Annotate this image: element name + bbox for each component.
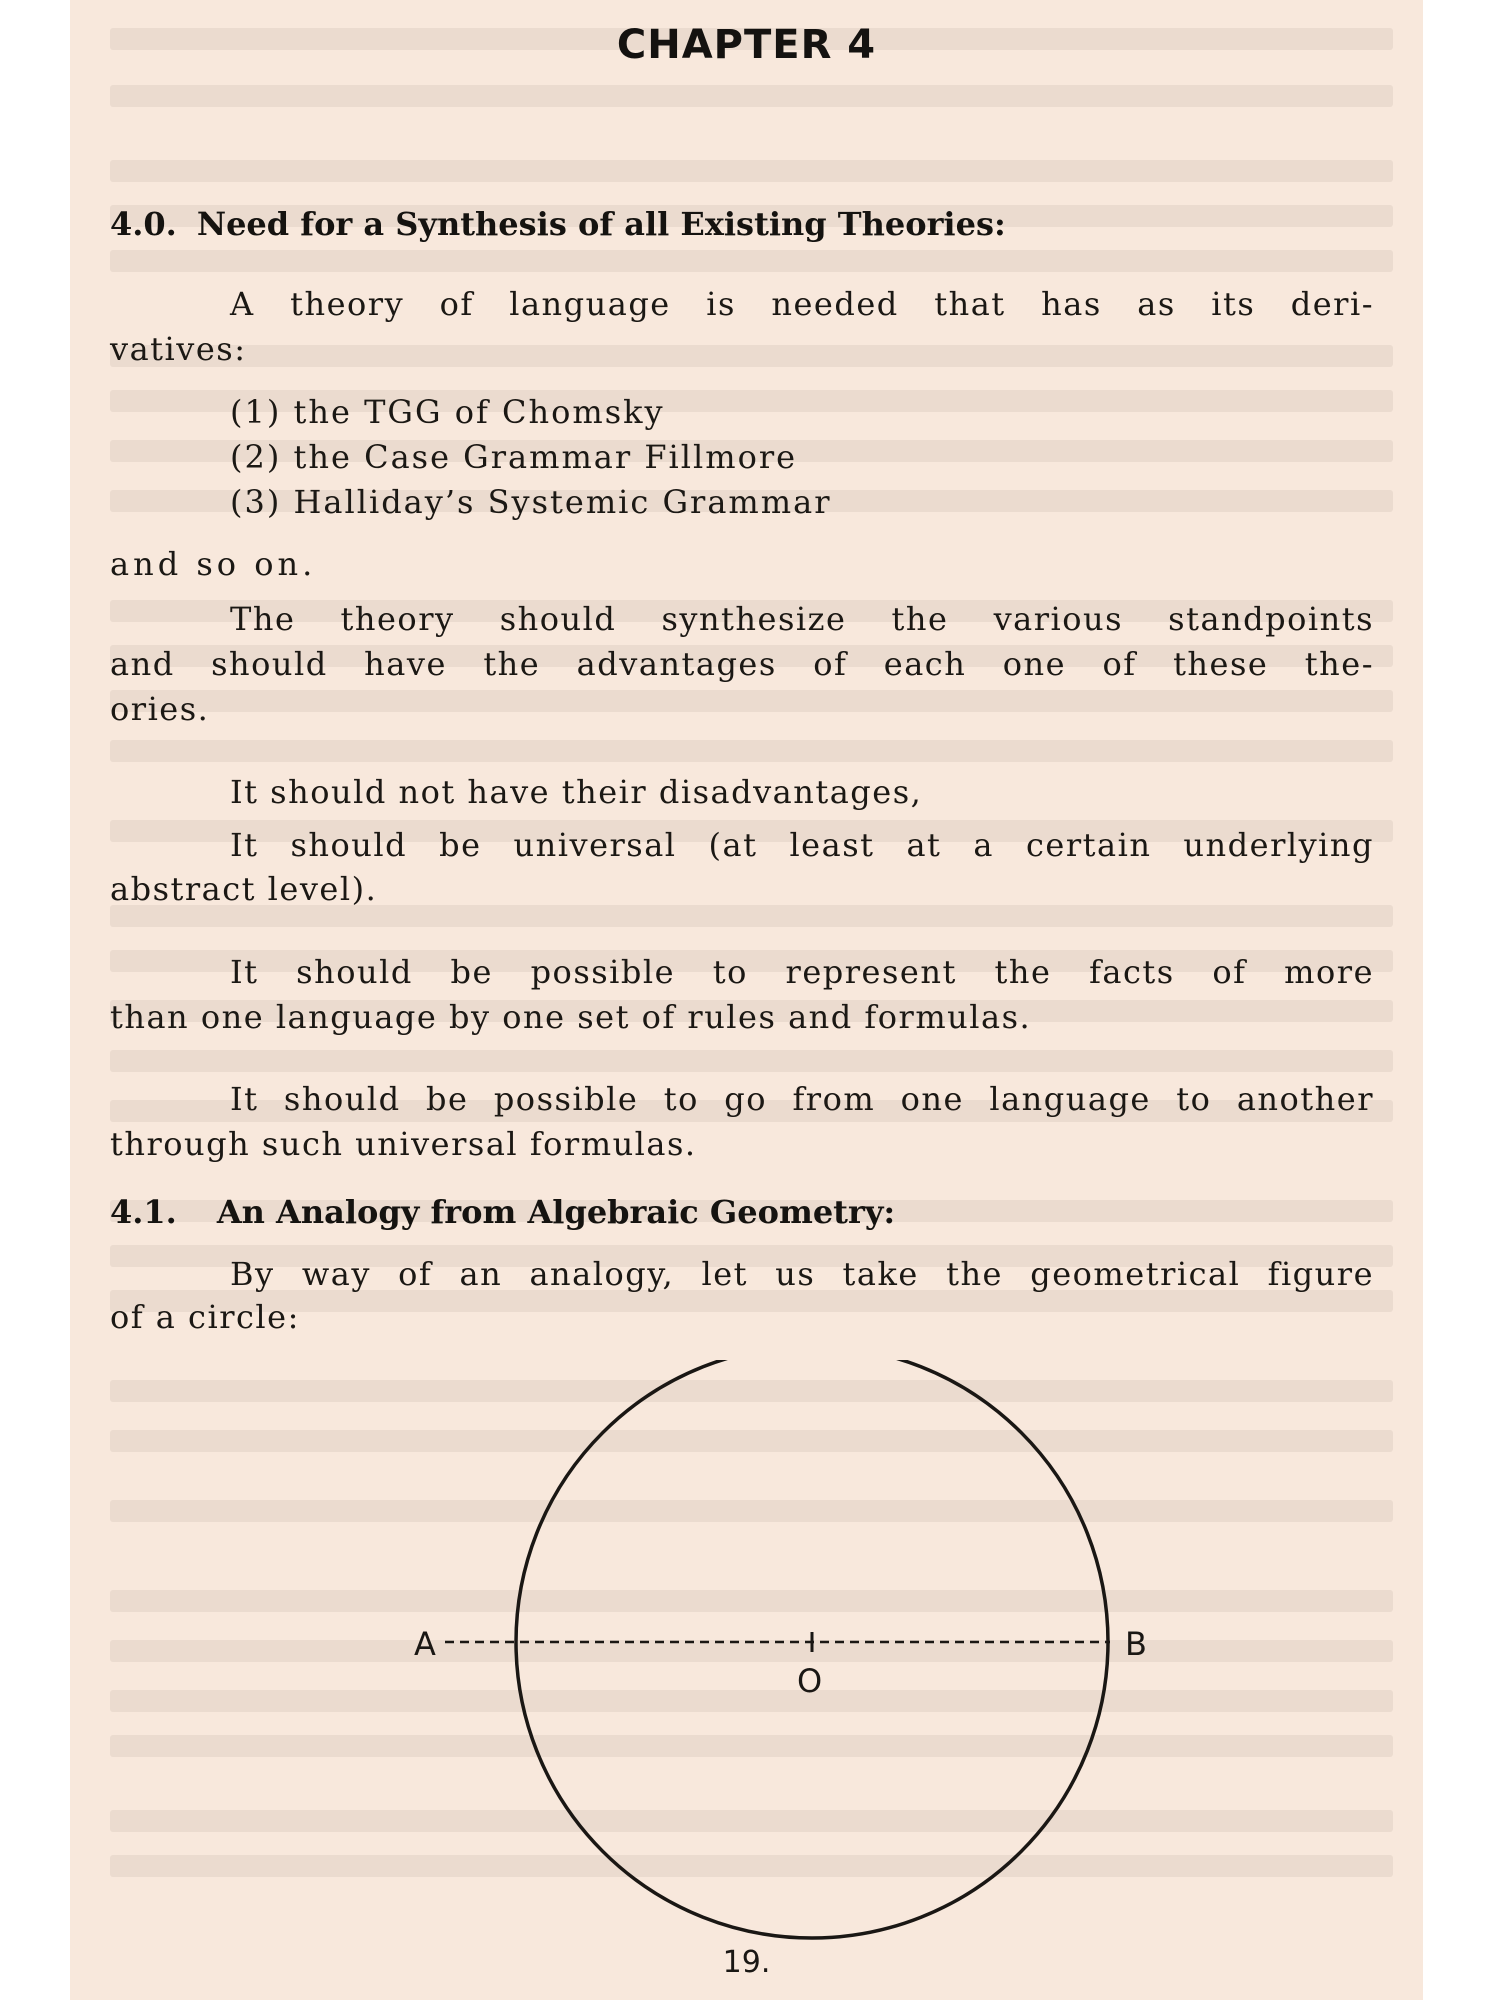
center-o-label: O bbox=[797, 1662, 823, 1700]
paragraph-line: It should not have their disadvantages, bbox=[230, 773, 923, 811]
paragraph-line: through such universal formulas. bbox=[110, 1125, 697, 1163]
point-b-label: B bbox=[1125, 1625, 1147, 1663]
section-heading-4-0 bbox=[110, 205, 1006, 243]
section-title: An Analogy from Algebraic Geometry: bbox=[216, 1193, 896, 1231]
list-item: (3) Halliday’s Systemic Grammar bbox=[230, 483, 832, 521]
section-number: 4.0. bbox=[110, 205, 177, 243]
paragraph-line: By way of an analogy, let us take the geometrical figure bbox=[230, 1255, 1374, 1293]
paragraph-line: ories. bbox=[110, 690, 210, 728]
list-item: (1) the TGG of Chomsky bbox=[230, 393, 665, 431]
paragraph-line: of a circle: bbox=[110, 1298, 300, 1336]
paragraph-line: A theory of language is needed that has as its deri- bbox=[230, 285, 1374, 323]
paragraph-line: The theory should synthesize the various standpoints bbox=[230, 600, 1374, 638]
paragraph-line: It should be universal (at least at a certain underlying bbox=[230, 826, 1374, 864]
page-number: 19. bbox=[722, 1945, 771, 1980]
paragraph-line: vatives: bbox=[110, 330, 247, 368]
circle-figure bbox=[70, 1360, 1423, 1940]
list-item: (2) the Case Grammar Fillmore bbox=[230, 438, 798, 476]
paragraph-line: It should be possible to represent the facts of more bbox=[230, 953, 1374, 991]
section-title: Need for a Synthesis of all Existing Theories: bbox=[196, 205, 1006, 243]
paragraph-line: abstract level). bbox=[110, 870, 378, 908]
point-a-label: A bbox=[414, 1625, 436, 1663]
paragraph-line: It should be possible to go from one language to another bbox=[230, 1080, 1374, 1118]
paragraph-line: than one language by one set of rules and formulas. bbox=[110, 998, 1032, 1036]
chapter-title: CHAPTER 4 bbox=[616, 22, 877, 68]
section-heading-4-1 bbox=[110, 1193, 895, 1231]
section-number: 4.1. bbox=[110, 1193, 177, 1231]
paragraph-line: and should have the advantages of each one of these the- bbox=[110, 645, 1374, 683]
paragraph-line: and so on. bbox=[110, 545, 317, 583]
book-page bbox=[70, 0, 1423, 2000]
